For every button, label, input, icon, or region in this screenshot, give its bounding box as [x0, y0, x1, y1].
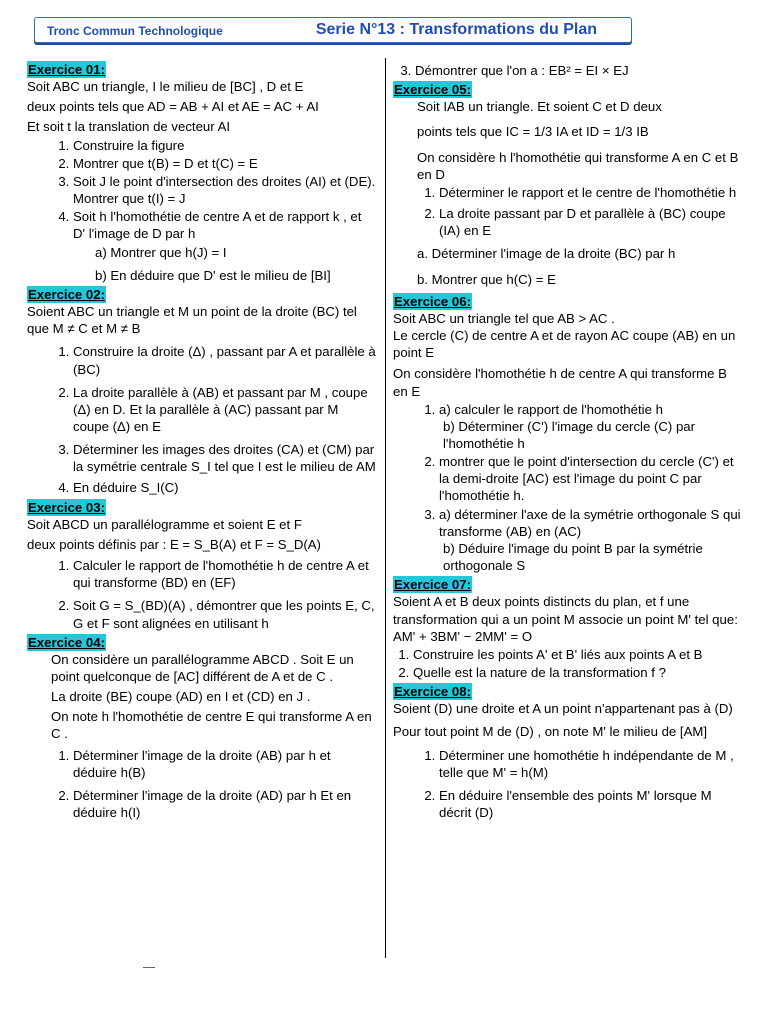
exercise-title: Exercice 04:: [28, 634, 105, 650]
paragraph: Et soit t la translation de vecteur AI: [27, 119, 231, 135]
exercise-title: Exercice 01:: [28, 62, 105, 77]
exercise-04: [27, 633, 377, 822]
exercise-05: [393, 80, 745, 288]
paragraph: Soit ABC un triangle, I le milieu de [BC] , D et E: [27, 79, 304, 95]
exercise-title: Exercice 02:: [28, 286, 105, 302]
list-item: 2. Soit G = S_(BD)(A) , démontrer que les points E, C, G et F sont alignées en utilisant h: [73, 597, 377, 631]
list-item-text: a) déterminer l'axe de la symétrie orthogonale S qui transforme (AB) en (AC): [439, 506, 741, 539]
paragraph: points tels que IC = 1/3 IA et ID = 1/3 IB: [417, 124, 649, 140]
exercise-title: Exercice 08:: [394, 684, 471, 700]
list-item: 1. Construire la figure: [73, 137, 377, 154]
exercise-title: Exercice 07:: [394, 577, 471, 593]
list-item: 2. Déterminer l'image de la droite (AD) par h Et en déduire h(I): [73, 787, 377, 821]
list-item: [439, 401, 745, 452]
paragraph: deux points tels que AD = AB + AI et AE = AC + AI: [27, 99, 319, 115]
header-title: Serie N°13 : Transformations du Plan: [315, 21, 597, 38]
list-item: 3. Soit J le point d'intersection des droites (AI) et (DE). Montrer que t(I) = J: [73, 173, 377, 207]
header-level: Tronc Commun Technologique: [47, 24, 223, 38]
paragraph: Le cercle (C) de centre A et de rayon AC coupe (AB) en un point E: [393, 328, 736, 361]
paragraph: On considère un parallélogramme ABCD . Soit E un point quelconque de [AC] différent de A et de C .: [51, 651, 354, 684]
list-item: 3. Démontrer que l'on a : EB² = EI × EJ: [415, 62, 745, 79]
paragraph: Soient ABC un triangle et M un point de la droite (BC) tel que M ≠ C et M ≠ B: [27, 304, 357, 337]
paragraph: Pour tout point M de (D) , on note M' le milieu de [AM]: [393, 724, 708, 740]
sub-item: b) Déduire l'image du point B par la symétrie orthogonale S: [443, 540, 703, 574]
exercise-06: [393, 292, 745, 575]
list-item: 1. Construire la droite (Δ) , passant par A et parallèle à (BC): [73, 343, 377, 377]
list-item: 2. La droite parallèle à (AB) et passant par M , coupe (Δ) en D. Et la parallèle à (AC) passant par M coupe (Δ) en E: [73, 384, 377, 435]
paragraph: Soient (D) une droite et A un point n'appartenant pas à (D): [393, 701, 733, 717]
paragraph: Soit ABC un triangle tel que AB > AC .: [393, 310, 615, 326]
paragraph: deux points définis par : E = S_B(A) et F = S_D(A): [27, 536, 321, 552]
list-item: 4. En déduire S_I(C): [73, 479, 377, 496]
paragraph: On considère h l'homothétie qui transforme A en C et B en D: [417, 149, 739, 182]
list-item: 1. Construire les points A' et B' liés aux points A et B: [413, 646, 745, 663]
list-item: 1. Déterminer l'image de la droite (AB) par h et déduire h(B): [73, 747, 377, 781]
sub-item: b) En déduire que D' est le milieu de [BI]: [95, 267, 331, 283]
list-item-text: Soit h l'homothétie de centre A et de rapport k , et D' l'image de D par h: [73, 209, 362, 242]
exercise-03: [27, 498, 377, 632]
exercise-title: Exercice 03:: [28, 499, 105, 515]
exercise-02: [27, 285, 377, 497]
exercise-01: [27, 60, 377, 284]
sub-item: b) Déterminer (C') l'image du cercle (C) par l'homothétie h: [443, 418, 695, 451]
paragraph: On considère l'homothétie h de centre A qui transforme B en E: [393, 366, 727, 399]
exercise-08: [393, 682, 745, 821]
sub-item: a) Montrer que h(J) = I: [95, 244, 227, 260]
left-column: [27, 60, 377, 822]
list-item: 1. Déterminer une homothétie h indépendante de M , telle que M' = h(M): [439, 747, 745, 781]
list-item: [73, 208, 377, 284]
header-banner: [34, 17, 632, 43]
list-item: 2. Quelle est la nature de la transformation f ?: [413, 664, 745, 681]
column-divider: [385, 58, 386, 958]
list-item: 2. montrer que le point d'intersection du cercle (C') et la demi-droite [AC) est l'image du point C par l'homothétie h.: [439, 453, 745, 504]
paragraph: Soient A et B deux points distincts du plan, et f une transformation qui a un point M associe un point M' tel que: AM' + 3BM' − 2MM' = O: [393, 594, 738, 644]
list-item: 1. Déterminer le rapport et le centre de l'homothétie h: [439, 184, 745, 201]
list-item-text: a) calculer le rapport de l'homothétie h: [439, 401, 663, 417]
list-item: 3. Déterminer les images des droites (CA) et (CM) par la symétrie centrale S_I tel que I est le milieu de AM: [73, 441, 377, 475]
exercise-07: [393, 575, 745, 681]
exercise-title: Exercice 06:: [394, 293, 471, 309]
list-item: 2. La droite passant par D et parallèle à (BC) coupe (IA) en E: [439, 205, 745, 239]
list-item: 1. Calculer le rapport de l'homothétie h de centre A et qui transforme (BD) en (EF): [73, 557, 377, 591]
paragraph: On note h l'homothétie de centre E qui transforme A en C .: [51, 709, 372, 742]
list-item: 2. Montrer que t(B) = D et t(C) = E: [73, 155, 377, 172]
exercise-title: Exercice 05:: [394, 82, 471, 98]
sub-item: b. Montrer que h(C) = E: [417, 271, 556, 287]
paragraph: Soit IAB un triangle. Et soient C et D deux: [417, 99, 662, 115]
list-item: [439, 506, 745, 575]
paragraph: La droite (BE) coupe (AD) en I et (CD) en J .: [51, 689, 311, 705]
list-item: 2. En déduire l'ensemble des points M' lorsque M décrit (D): [439, 787, 745, 821]
page-mark: [143, 967, 155, 968]
paragraph: Soit ABCD un parallélogramme et soient E et F: [27, 516, 302, 532]
sub-item: a. Déterminer l'image de la droite (BC) par h: [417, 246, 676, 262]
right-column: [393, 60, 745, 822]
